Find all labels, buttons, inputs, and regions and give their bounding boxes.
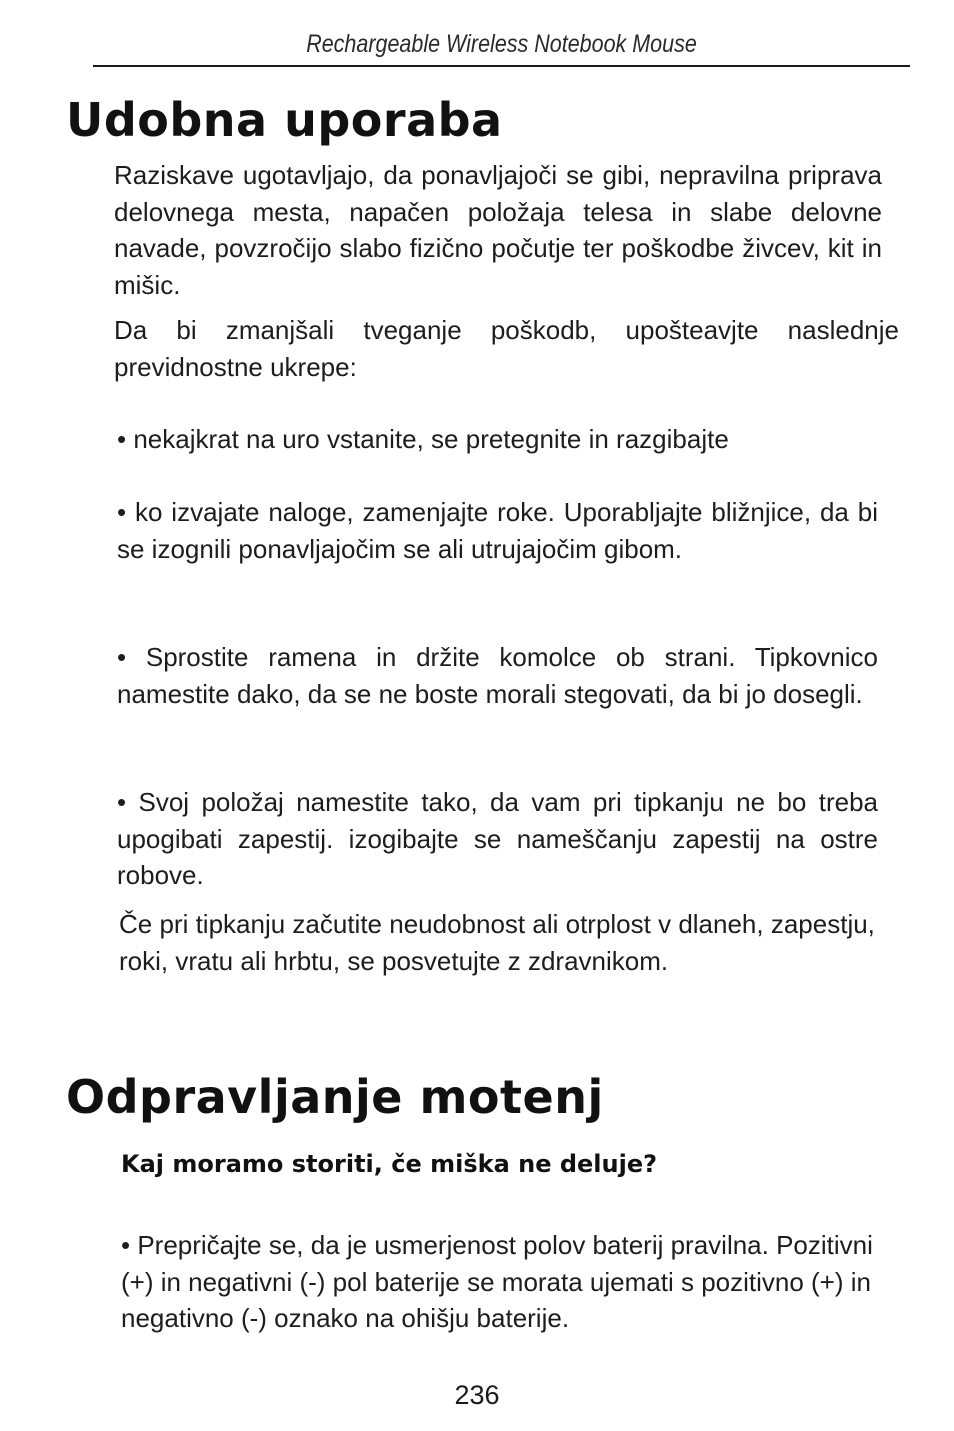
- list-item: • Sprostite ramena in držite komolce ob strani. Tipkovnico namestite dako, da se ne boste morali stegovati, da bi jo dosegli.: [117, 642, 878, 709]
- troubleshooting-question: Kaj moramo storiti, če miška ne deluje?: [121, 1150, 658, 1178]
- precautions-intro: Da bi zmanjšali tveganje poškodb, upošteavjte naslednje previdnostne ukrepe:: [114, 315, 899, 382]
- list-item: • ko izvajate naloge, zamenjajte roke. Uporabljajte bližnjice, da bi se izognili ponavljajočim se ali utrujajočim gibom.: [117, 497, 878, 564]
- section-heading-troubleshooting: Odpravljanje motenj: [66, 1070, 604, 1124]
- list-item: • nekajkrat na uro vstanite, se pretegnite in razgibajte: [117, 424, 729, 454]
- list-item: • Prepričajte se, da je usmerjenost polov baterij pravilna. Pozitivni (+) in negativni (-) pol baterije se morata ujemati s pozitivno (+) in negativno (-) oznako na ohišju baterije.: [121, 1230, 873, 1333]
- section-heading-comfortable-use: Udobna uporaba: [66, 93, 503, 147]
- page-number: 236: [454, 1380, 500, 1410]
- intro-paragraph: Raziskave ugotavljajo, da ponavljajoči se gibi, nepravilna priprava delovnega mesta, napačen položaja telesa in slabe delovne navade, povzročijo slabo fizično počutje ter poškodbe živcev, kit in mišic.: [114, 160, 882, 300]
- list-item: • Svoj položaj namestite tako, da vam pri tipkanju ne bo treba upogibati zapestij. izogibajte se nameščanju zapestij na ostre robove.: [117, 787, 878, 890]
- doctor-advice-paragraph: Če pri tipkanju začutite neudobnost ali otrplost v dlaneh, zapestju, roki, vratu ali hrbtu, se posvetujte z zdravnikom.: [119, 909, 875, 976]
- header-title: Rechargeable Wireless Notebook Mouse: [306, 30, 697, 58]
- running-header: [93, 28, 910, 67]
